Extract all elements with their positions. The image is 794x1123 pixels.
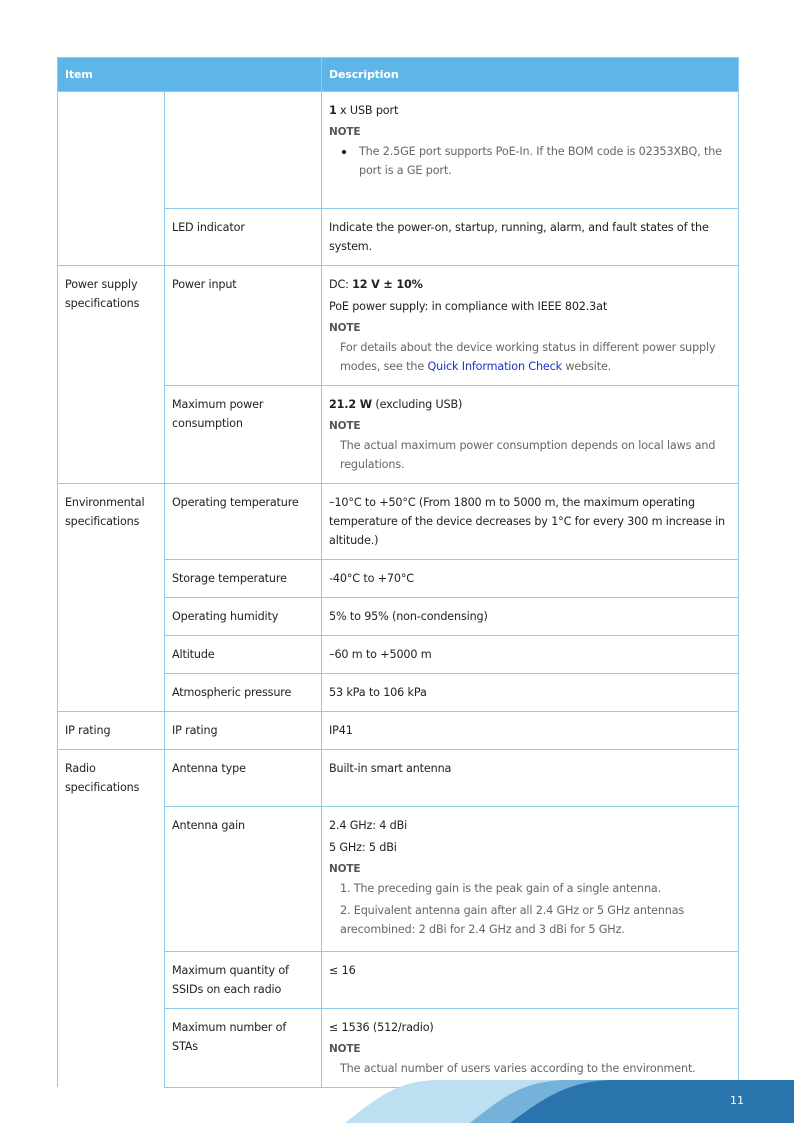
note-text-post: website. <box>561 360 612 373</box>
note-title: NOTE <box>329 862 361 875</box>
usb-text: x USB port <box>336 104 399 117</box>
item-label: Power input <box>165 266 322 386</box>
table-row <box>58 560 739 598</box>
description-cell: –60 m to +5000 m <box>322 636 739 674</box>
note-text-pre: For details about the device working status in different power supply modes, see the <box>340 341 716 373</box>
note-title: NOTE <box>329 322 361 334</box>
group-cell-radio-cont <box>58 806 165 951</box>
note-title: NOTE <box>329 420 361 432</box>
description-cell: 53 kPa to 106 kPa <box>322 674 739 712</box>
group-label-power: Power supply specifications <box>58 266 165 386</box>
item-label: IP rating <box>165 712 322 750</box>
note-item: 2. Equivalent antenna gain after all 2.4 GHz or 5 GHz antennas arecombined: 2 dBi for 2.4 GHz and 3 dBi for 5 GHz. <box>340 903 685 936</box>
table-row <box>58 598 739 636</box>
group-cell-power-cont <box>58 386 165 484</box>
note-list <box>329 142 731 180</box>
dc-prefix: DC: <box>329 278 353 291</box>
header-item: Item <box>58 58 322 92</box>
description-cell <box>322 386 739 484</box>
group-label-ip: IP rating <box>58 712 165 750</box>
dc-value: 12 V ± 10% <box>352 278 423 291</box>
item-label: Operating temperature <box>165 484 322 560</box>
description-cell: ≤ 16 <box>322 951 739 1008</box>
group-cell-env-cont <box>58 674 165 712</box>
item-label: Maximum power consumption <box>165 386 322 484</box>
note-title: NOTE <box>329 1042 361 1055</box>
footer-wave-graphic <box>0 1075 794 1123</box>
item-label: Maximum quantity of SSIDs on each radio <box>165 951 322 1008</box>
item-label: Operating humidity <box>165 598 322 636</box>
quick-information-check-link[interactable]: Quick Information Check <box>427 360 562 373</box>
group-cell-interfaces <box>58 92 165 209</box>
note-text: The actual maximum power consumption depends on local laws and regulations. <box>340 439 716 471</box>
note-title: NOTE <box>329 126 361 138</box>
table-row <box>58 209 739 266</box>
note-item: 1. The preceding gain is the peak gain of a single antenna. <box>340 881 662 895</box>
note-text <box>329 338 731 376</box>
table-row <box>58 806 739 951</box>
item-cell-empty <box>165 92 322 209</box>
spec-table <box>57 57 739 1088</box>
table-row <box>58 266 739 386</box>
table-row <box>58 636 739 674</box>
note-text: The actual number of users varies according to the environment. <box>340 1061 696 1075</box>
table-row <box>58 386 739 484</box>
item-label: Atmospheric pressure <box>165 674 322 712</box>
table-row <box>58 92 739 209</box>
note-list <box>329 879 731 939</box>
usb-count: 1 <box>329 104 337 117</box>
group-cell-env-cont <box>58 560 165 598</box>
description-cell: 5% to 95% (non-condensing) <box>322 598 739 636</box>
description-cell <box>322 806 739 951</box>
item-label: Antenna type <box>165 750 322 807</box>
description-cell: Indicate the power-on, startup, running, alarm, and fault states of the system. <box>322 209 739 266</box>
description-cell: –10°C to +50°C (From 1800 m to 5000 m, the maximum operating temperature of the device decreases by 1°C for every 300 m increase in altitude.) <box>322 484 739 560</box>
power-value: 21.2 W <box>329 398 372 411</box>
group-cell-env-cont <box>58 636 165 674</box>
table-row <box>58 750 739 807</box>
item-label: Altitude <box>165 636 322 674</box>
description-cell <box>322 92 739 209</box>
item-label: Antenna gain <box>165 806 322 951</box>
note-item: The 2.5GE port supports PoE-In. If the BOM code is 02353XBQ, the port is a GE port. <box>340 142 731 180</box>
sta-value: ≤ 1536 (512/radio) <box>329 1020 434 1034</box>
page-number: 11 <box>730 1094 744 1107</box>
power-value-rest: (excluding USB) <box>371 398 463 411</box>
table-row <box>58 674 739 712</box>
item-label: Storage temperature <box>165 560 322 598</box>
description-cell: -40°C to +70°C <box>322 560 739 598</box>
gain-5: 5 GHz: 5 dBi <box>329 840 397 854</box>
gain-24: 2.4 GHz: 4 dBi <box>329 818 408 832</box>
table-row <box>58 712 739 750</box>
item-label: Maximum number of STAs <box>165 1008 322 1087</box>
group-label-environmental: Environmental specifications <box>58 484 165 560</box>
table-header-row <box>58 58 739 92</box>
header-description: Description <box>322 58 739 92</box>
group-label-radio: Radio specifications <box>58 750 165 807</box>
group-cell-interfaces-cont <box>58 209 165 266</box>
group-cell-env-cont <box>58 598 165 636</box>
table-row <box>58 951 739 1008</box>
description-cell: IP41 <box>322 712 739 750</box>
item-label: LED indicator <box>165 209 322 266</box>
description-cell <box>322 266 739 386</box>
description-cell: Built-in smart antenna <box>322 750 739 807</box>
poe-line: PoE power supply: in compliance with IEEE 802.3at <box>329 300 608 313</box>
group-cell-radio-cont <box>58 951 165 1008</box>
table-row <box>58 484 739 560</box>
